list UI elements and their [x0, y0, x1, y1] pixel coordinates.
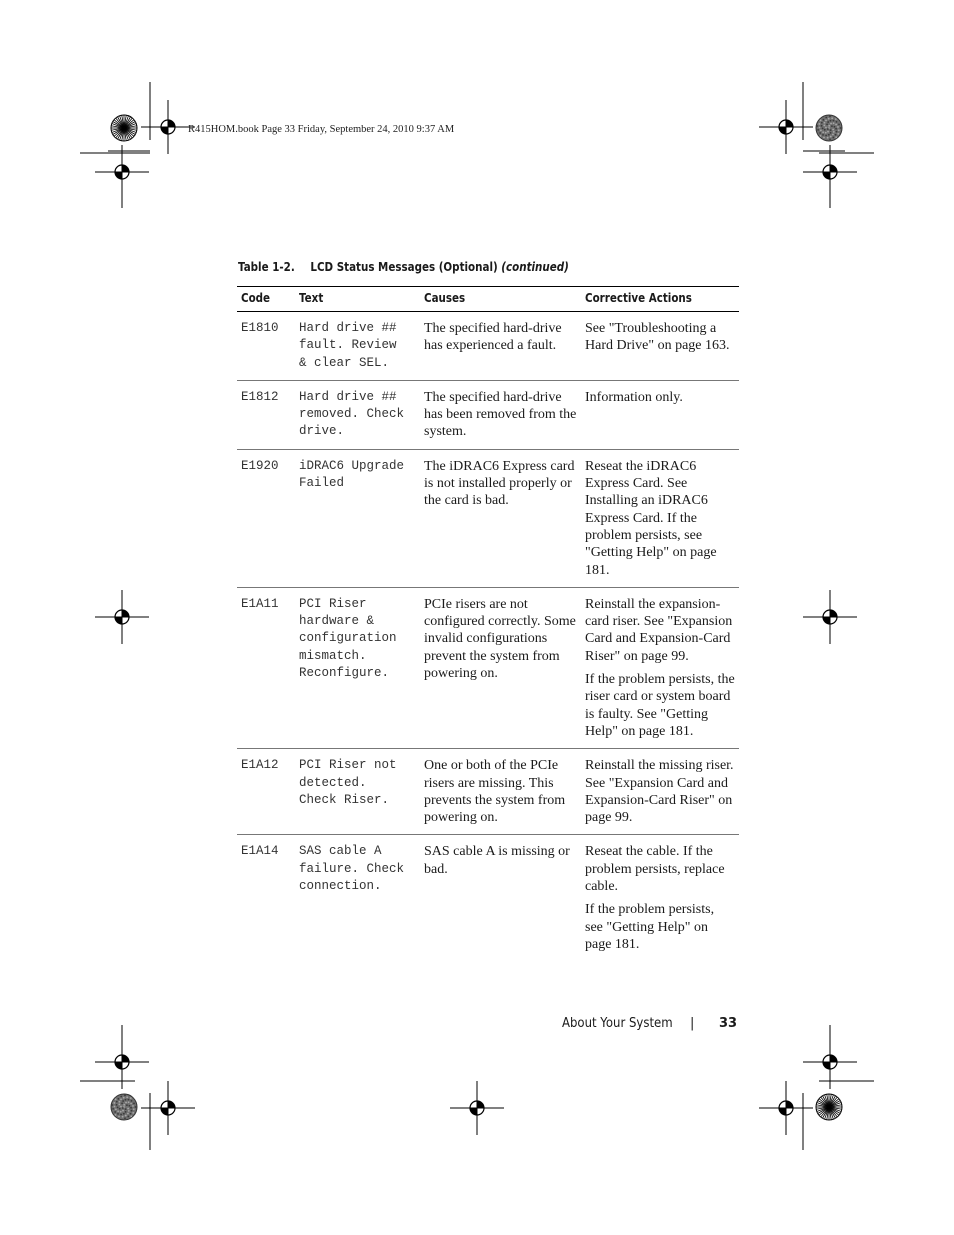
table-row — [237, 312, 739, 381]
cell-actions — [581, 835, 739, 961]
header-text: Text — [299, 291, 324, 305]
gray-density-mark-icon — [111, 1094, 137, 1120]
registration-target-icon — [141, 100, 195, 154]
action-paragraph: Reinstall the expansion-card riser. See "Expansion Card and Expansion-Card Riser" on page 99. — [585, 596, 733, 664]
action-paragraph: If the problem persists, the riser card or system board is faulty. See "Getting Help" on page 181. — [585, 672, 735, 739]
action-paragraph: See "Troubleshooting a Hard Drive" on page 163. — [585, 321, 730, 354]
cell-text: Hard drive ## removed. Check drive. — [299, 389, 405, 439]
header-code: Code — [241, 291, 271, 305]
cell-actions — [581, 749, 739, 835]
table-header-row — [237, 287, 739, 312]
registration-target-icon — [759, 100, 813, 154]
action-paragraph: Reseat the iDRAC6 Express Card. See Installing an iDRAC6 Express Card. If the problem persists, see "Getting Help" on page 181. — [585, 458, 717, 578]
cell-causes: The iDRAC6 Express card is not installed properly or the card is bad. — [424, 458, 575, 509]
cell-actions — [581, 449, 739, 587]
action-paragraph: If the problem persists, see "Getting Help" on page 181. — [585, 902, 715, 952]
table-number: Table 1-2. — [238, 260, 295, 274]
lcd-status-table — [237, 286, 739, 961]
gray-density-mark-icon — [816, 115, 842, 141]
registration-target-icon — [95, 590, 149, 644]
cell-actions — [581, 587, 739, 748]
action-paragraph: Reseat the cable. If the problem persists, replace cable. — [585, 844, 725, 895]
page-number: 33 — [719, 1016, 738, 1031]
cell-code: E1A12 — [241, 758, 279, 773]
cell-causes: The specified hard-drive has experienced a fault. — [424, 321, 562, 354]
header-corrective-actions: Corrective Actions — [585, 291, 692, 305]
cell-actions — [581, 380, 739, 449]
table-caption — [238, 260, 569, 274]
starburst-mark-icon — [111, 115, 137, 141]
registration-target-icon — [803, 590, 857, 644]
cell-causes: One or both of the PCIe risers are missing. This prevents the system from powering on. — [424, 758, 566, 826]
table-row — [237, 449, 739, 587]
cell-code: E1812 — [241, 389, 279, 404]
table-row — [237, 380, 739, 449]
cell-code: E1A14 — [241, 844, 279, 859]
cell-causes: PCIe risers are not configured correctly. Some invalid configurations prevent the system from powering on. — [424, 596, 576, 682]
registration-target-icon — [759, 1081, 813, 1135]
action-paragraph: Information only. — [585, 389, 683, 405]
starburst-mark-icon — [816, 1094, 842, 1120]
cell-causes: The specified hard-drive has been removed from the system. — [424, 389, 577, 440]
table-continued: (continued) — [501, 260, 569, 274]
footer-separator: | — [690, 1016, 695, 1031]
cell-text: PCI Riser hardware & configuration mismatch. Reconfigure. — [299, 596, 397, 681]
action-paragraph: Reinstall the missing riser. See "Expansion Card and Expansion-Card Riser" on page 99. — [585, 758, 734, 826]
cell-causes: SAS cable A is missing or bad. — [424, 844, 570, 877]
cell-code: E1A11 — [241, 596, 279, 611]
table-row — [237, 749, 739, 835]
footer-section-title: About Your System — [562, 1016, 673, 1031]
registration-target-icon — [450, 1081, 504, 1135]
cell-text: PCI Riser not detected. Check Riser. — [299, 758, 397, 807]
print-slug: R415HOM.book Page 33 Friday, September 24, 2010 9:37 AM — [188, 124, 455, 135]
table-row — [237, 587, 739, 748]
header-causes: Causes — [424, 291, 466, 305]
cell-text: iDRAC6 Upgrade Failed — [299, 458, 405, 491]
registration-target-icon — [141, 1081, 195, 1135]
cell-text: Hard drive ## fault. Review & clear SEL. — [299, 321, 397, 370]
cell-text: SAS cable A failure. Check connection. — [299, 844, 405, 894]
table-title: LCD Status Messages (Optional) — [310, 260, 498, 274]
cell-code: E1810 — [241, 321, 279, 335]
cell-code: E1920 — [241, 458, 279, 473]
cell-actions — [581, 312, 739, 381]
table-row — [237, 835, 739, 961]
